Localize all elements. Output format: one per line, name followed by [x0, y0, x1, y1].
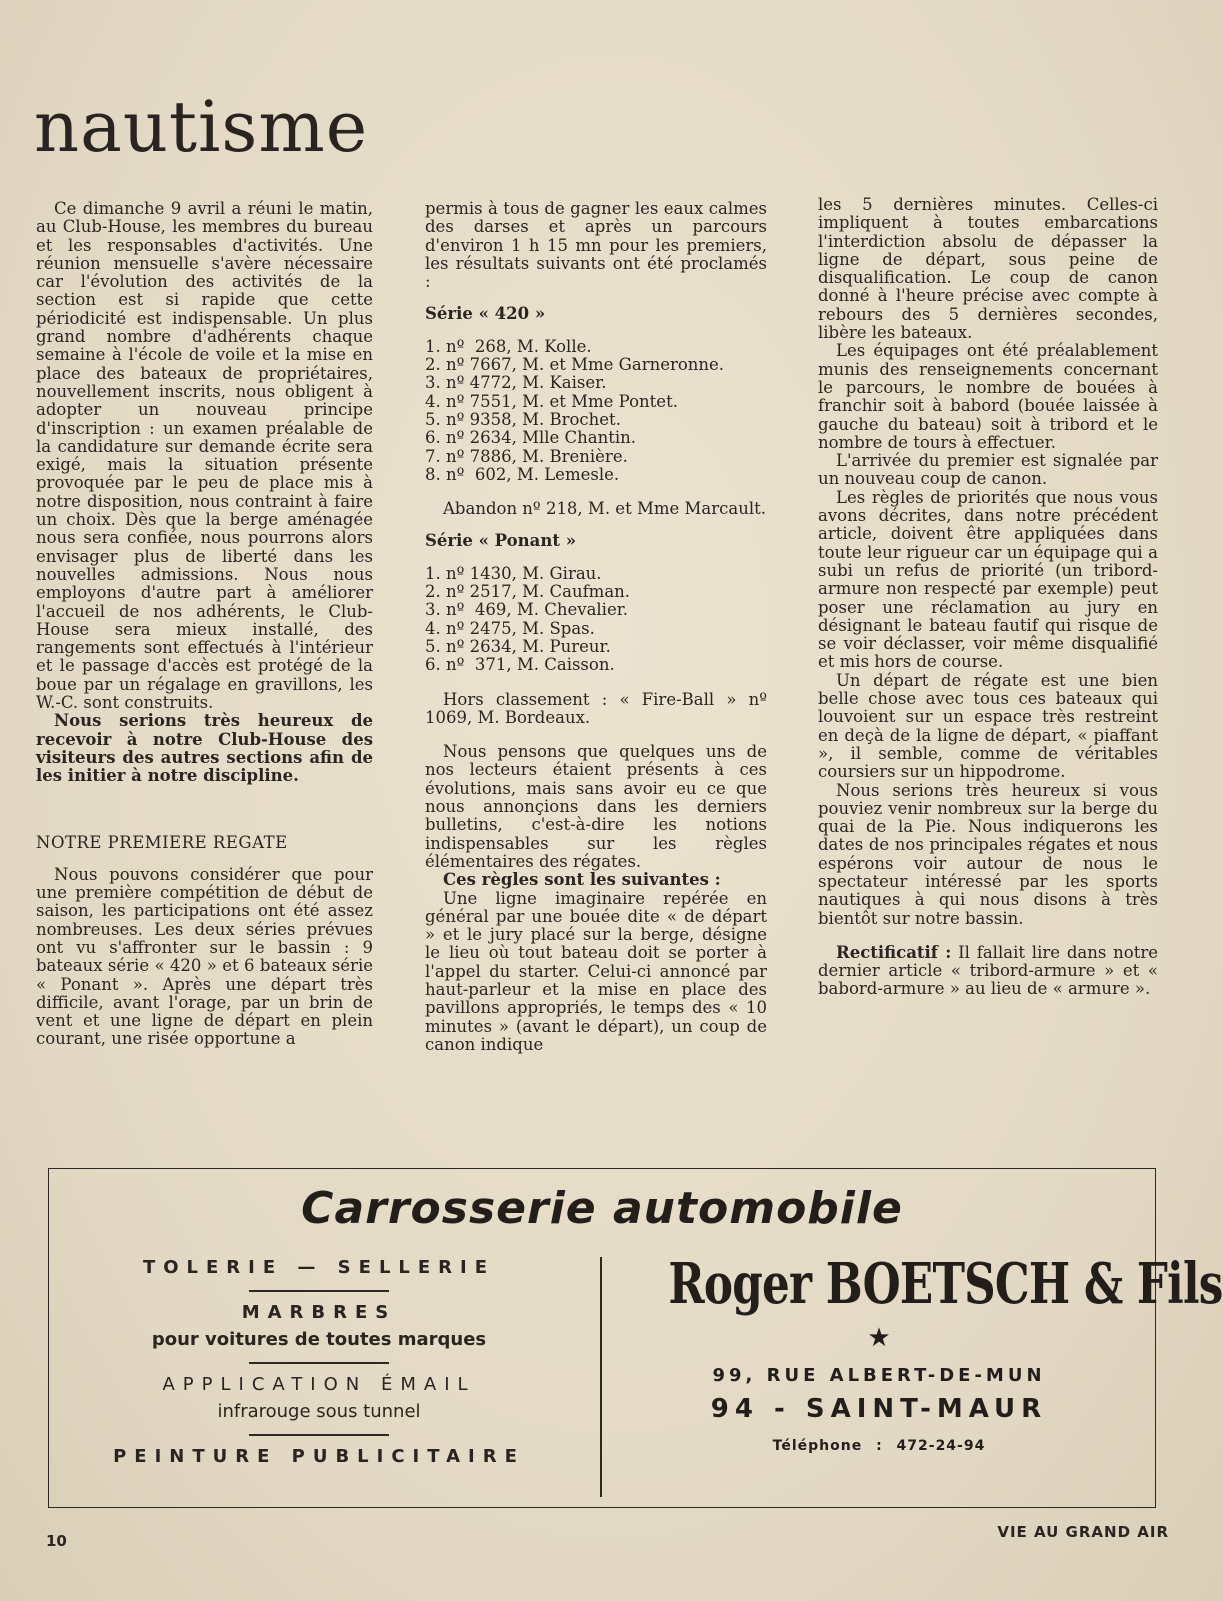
- result-row: 2. nº 7667, M. et Mme Garneronne.: [425, 355, 725, 375]
- paragraph: Une ligne imaginaire repérée en général par une bouée dite « de départ » et le jury placé sur la berge, désigne le lieu où tout bateau doit se porter à l'appel du starter. Celui-ci annoncé par haut-parleur et la mise en place des pavillons appropriés, le temps des « 10 minutes » (avant le départ), un coup de canon indique: [425, 888, 767, 1054]
- section-heading: NOTRE PREMIERE REGATE: [36, 832, 288, 852]
- serie-420-title: Série « 420 »: [425, 304, 546, 324]
- rectificatif-text: Il fallait lire dans notre dernier article « tribord-armure » et « babord-armure » au lieu de « armure ».: [818, 942, 1158, 999]
- result-row: 7. nº 7886, M. Brenière.: [425, 446, 628, 466]
- page-number: 10: [46, 1532, 67, 1550]
- result-row: 4. nº 7551, M. et Mme Pontet.: [425, 391, 678, 411]
- result-row: 6. nº 371, M. Caisson.: [425, 655, 615, 675]
- paragraph: Nous pensons que quelques uns de nos lecteurs étaient présents à ces évolutions, mais sans avoir eu ce que nous annonçions dans les derniers bulletins, c'est-à-dire les notions indispensables sur les règles élémentaires des régates.: [425, 742, 767, 871]
- rectificatif: [818, 944, 1158, 999]
- paragraph: les 5 dernières minutes. Celles-ci impliquent à toutes embarcations l'interdiction absolu de dépasser la ligne de départ, sous peine de disqualification. Le coup de canon donné à l'heure précise avec compte à rebours des 5 dernières secondes, libère les bateaux.: [818, 195, 1158, 343]
- result-row: 1. nº 1430, M. Girau.: [425, 563, 602, 583]
- result-row: 2. nº 2517, M. Caufman.: [425, 582, 631, 602]
- ad-address: 99, RUE ALBERT-DE-MUN: [712, 1365, 1046, 1386]
- ad-peinture: PEINTURE PUBLICITAIRE: [113, 1446, 525, 1467]
- ad-headline: Carrosserie automobile: [301, 1183, 903, 1234]
- paragraph: L'arrivée du premier est signalée par un nouveau coup de canon.: [818, 451, 1158, 489]
- ad-tolerie: TOLERIE — SELLERIE: [142, 1257, 496, 1278]
- result-row: 6. nº 2634, Mlle Chantin.: [425, 428, 637, 448]
- paragraph-invitation: Nous serions très heureux de recevoir à notre Club-House des visiteurs des autres sections afin de les initier à notre discipline.: [36, 711, 373, 786]
- serie-ponant-title: Série « Ponant »: [425, 531, 577, 551]
- paragraph: Nous pouvons considérer que pour une première compétition de début de saison, les participations ont été assez nombreuses. Les deux séries prévues ont vu s'affronter sur le bassin : 9 bateaux série « 420 » et 6 bateaux série « Ponant ». Après une départ très difficile, avant l'orage, par un brin de vent et une ligne de départ en plein courant, une risée opportune a: [36, 864, 373, 1049]
- rules-title: Ces règles sont les suivantes :: [443, 870, 721, 890]
- ad-services: [89, 1257, 549, 1467]
- column-3: [818, 196, 1158, 999]
- ad-company-name: Roger BOETSCH & Fils: [668, 1251, 1223, 1317]
- ad-city: 94 - SAINT-MAUR: [710, 1394, 1048, 1424]
- result-row: 4. nº 2475, M. Spas.: [425, 618, 595, 638]
- article-title: nautisme: [34, 86, 369, 168]
- column-2: [425, 200, 767, 1054]
- paragraph: permis à tous de gagner les eaux calmes des darses et après un parcours d'environ 1 h 15 mn pour les premiers, les résultats suivants ont été proclamés :: [425, 199, 767, 292]
- serie-420-results: [425, 338, 767, 484]
- paragraph: Nous serions très heureux si vous pouviez venir nombreux sur la berge du quai de la Pie. Nous indiquerons les dates de nos principales régates et nous espérons voir autour de nous le spectateur intéressé par les sports nautiques à qui nous disons à très bientôt sur notre bassin.: [818, 780, 1158, 928]
- result-row: 1. nº 268, M. Kolle.: [425, 336, 592, 356]
- abandon-note: Abandon nº 218, M. et Mme Marcault.: [443, 499, 766, 519]
- star-icon: ★: [867, 1323, 891, 1353]
- paragraph: Un départ de régate est une bien belle chose avec tous ces bateaux qui louvoient sur un espace très restreint en deçà de la ligne de départ, « piaffant », il semble, comme de véritables coursiers sur un hippodrome.: [818, 670, 1158, 782]
- ad-company: [609, 1251, 1223, 1454]
- ad-vertical-rule: [600, 1257, 602, 1497]
- ad-application: APPLICATION ÉMAIL: [162, 1374, 476, 1395]
- result-row: 5. nº 2634, M. Pureur.: [425, 636, 611, 656]
- magazine-name: VIE AU GRAND AIR: [997, 1523, 1169, 1541]
- ad-infrarouge: infrarouge sous tunnel: [217, 1401, 421, 1422]
- result-row: 5. nº 9358, M. Brochet.: [425, 409, 621, 429]
- rectificatif-label: Rectificatif :: [836, 942, 952, 962]
- result-row: 8. nº 602, M. Lemesle.: [425, 464, 620, 484]
- ad-voitures: pour voitures de toutes marques: [151, 1329, 487, 1350]
- paragraph: Ce dimanche 9 avril a réuni le matin, au Club-House, les membres du bureau et les responsables d'activités. Une réunion mensuelle s'avère nécessaire car l'évolution des activités de la section est si rapide que cette périodicité est indispensable. Un plus grand nombre d'adhérents chaque semaine à l'école de voile et la mise en place des bateaux de propriétaires, nouvellement inscrits, nous obligent à adopter un nouveau principe d'inscription : un examen préalable de la candidature sur demande écrite sera exigé, mais la situation présente provoquée par le peu de place mis à notre disposition, nous contraint à faire un choix. Dès que la berge aménagée nous sera confiée, nous pourrons alors envisager plus de liberté dans les nouvelles admissions. Nous nous employons d'autre part à améliorer l'accueil de nos adhérents, le Club-House sera mieux installé, des rangements sont effectués à l'intérieur et le passage d'accès est protégé de la boue par un régalage en gravillons, les W.-C. sont construits.: [36, 199, 373, 713]
- result-row: 3. nº 469, M. Chevalier.: [425, 600, 629, 620]
- ad-divider: [249, 1434, 389, 1436]
- paragraph: Les équipages ont été préalablement munis des renseignements concernant le parcours, le nombre de bouées à franchir soit à babord (bouée laissée à gauche du bateau) soit à tribord et le nombre de tours à effectuer.: [818, 341, 1158, 452]
- ad-divider: [249, 1362, 389, 1364]
- result-row: 3. nº 4772, M. Kaiser.: [425, 373, 607, 393]
- ad-divider: [249, 1290, 389, 1292]
- advertisement: [48, 1168, 1223, 1508]
- paragraph: Les règles de priorités que nous vous avons décrites, dans notre précédent article, doivent être appliquées dans toute leur rigueur car un équipage qui a subi un refus de priorité (un tribord-armure non respecté par exemple) peut poser une réclamation au jury en désignant le bateau fautif qui risque de se voir déclasser, voir même disqualifié et mis hors de course.: [818, 487, 1158, 672]
- serie-ponant-results: [425, 565, 767, 675]
- ad-telephone: Téléphone : 472-24-94: [772, 1438, 986, 1454]
- column-1: [36, 200, 373, 1049]
- hors-classement: Hors classement : « Fire-Ball » nº 1069, M. Bordeaux.: [425, 689, 767, 727]
- ad-marbres: MARBRES: [241, 1302, 397, 1323]
